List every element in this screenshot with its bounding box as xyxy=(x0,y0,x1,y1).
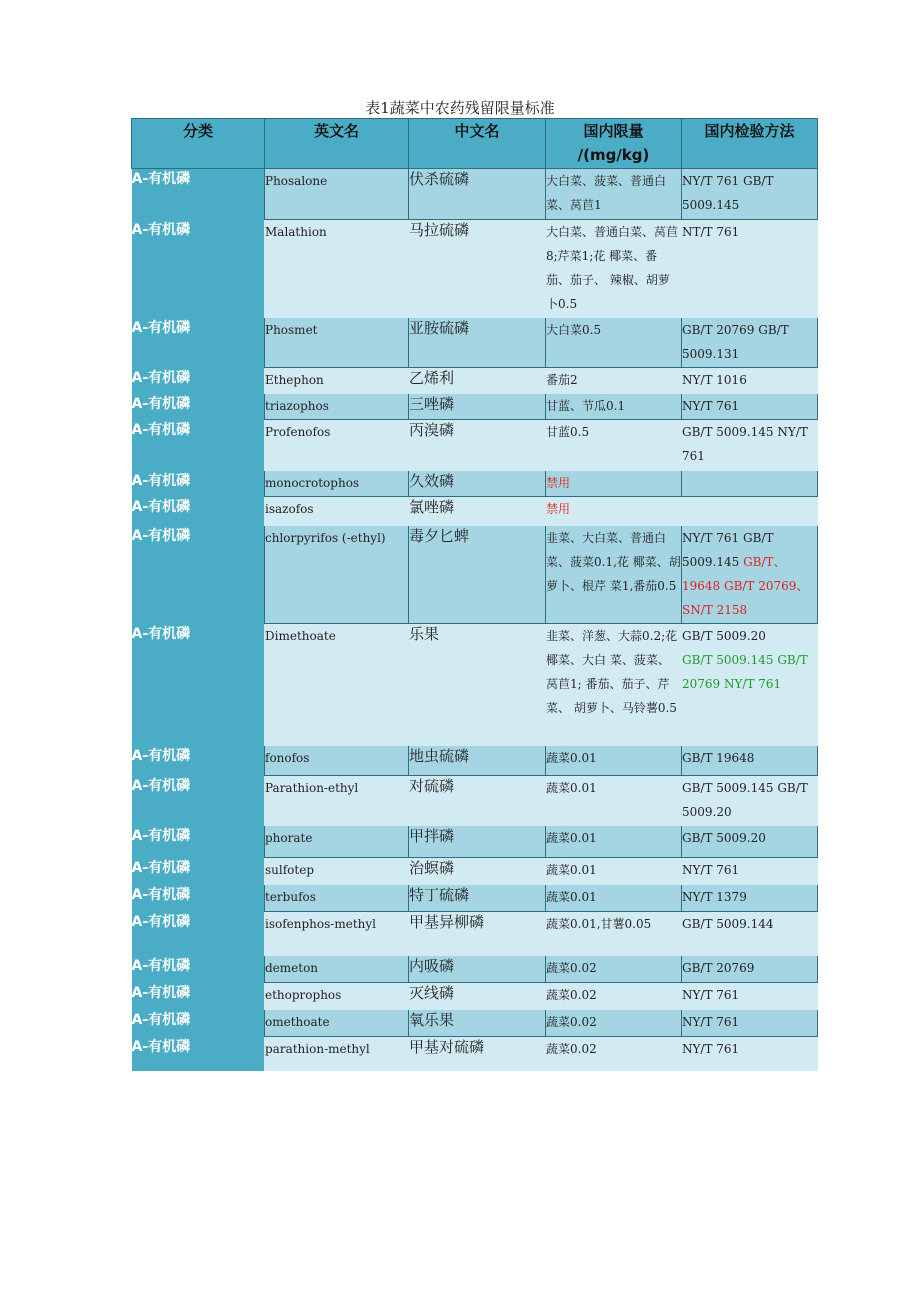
chinese-name-cell: 灭线磷 xyxy=(409,983,546,1010)
category-cell: A-有机磷 xyxy=(132,220,265,318)
chinese-name-cell: 久效磷 xyxy=(409,471,546,497)
table-row xyxy=(132,1037,818,1071)
method-cell xyxy=(682,220,818,318)
header-row xyxy=(132,119,818,169)
method-text: NY/T 761 GB/T 5009.145 xyxy=(682,174,774,212)
category-cell: A-有机磷 xyxy=(132,912,265,956)
method-text-red: GB/T、19648 GB/T 20769、SN/T 2158 xyxy=(682,555,809,617)
limit-cell: 番茄2 xyxy=(546,368,682,394)
chinese-name-cell: 亚胺硫磷 xyxy=(409,318,546,368)
limit-cell: 大白菜0.5 xyxy=(546,318,682,368)
category-cell: A-有机磷 xyxy=(132,1037,265,1071)
category-cell: A-有机磷 xyxy=(132,776,265,826)
table-row xyxy=(132,956,818,983)
limit-cell: 蔬菜0.01 xyxy=(546,885,682,912)
method-cell xyxy=(682,776,818,826)
method-text: NY/T 761 xyxy=(682,399,740,413)
limit-cell: 蔬菜0.01 xyxy=(546,746,682,776)
limit-cell: 甘蓝0.5 xyxy=(546,420,682,471)
method-cell xyxy=(682,826,818,858)
table-row xyxy=(132,858,818,885)
limit-cell: 蔬菜0.02 xyxy=(546,1037,682,1071)
category-cell: A-有机磷 xyxy=(132,1010,265,1037)
table-row xyxy=(132,497,818,526)
method-cell xyxy=(682,1010,818,1037)
english-name-cell: chlorpyrifos (-ethyl) xyxy=(265,526,409,624)
category-cell: A-有机磷 xyxy=(132,318,265,368)
limit-cell: 蔬菜0.01,甘薯0.05 xyxy=(546,912,682,956)
table-caption: 表1蔬菜中农药残留限量标准 xyxy=(365,99,555,117)
method-cell xyxy=(682,624,818,746)
method-text: GB/T 5009.145 NY/T 761 xyxy=(682,425,808,463)
category-cell: A-有机磷 xyxy=(132,858,265,885)
english-name-cell: triazophos xyxy=(265,394,409,420)
method-text: NT/T 761 xyxy=(682,225,740,239)
method-cell xyxy=(682,526,818,624)
method-cell xyxy=(682,394,818,420)
header-chinese-name: 中文名 xyxy=(409,119,546,169)
method-cell xyxy=(682,169,818,220)
category-cell: A-有机磷 xyxy=(132,826,265,858)
method-text: GB/T 5009.20 xyxy=(682,831,766,845)
table-row xyxy=(132,1010,818,1037)
english-name-cell: demeton xyxy=(265,956,409,983)
english-name-cell: Profenofos xyxy=(265,420,409,471)
method-text: NY/T 761 xyxy=(682,988,740,1002)
chinese-name-cell: 甲基对硫磷 xyxy=(409,1037,546,1071)
table-row xyxy=(132,394,818,420)
method-cell xyxy=(682,1037,818,1071)
method-text: GB/T 5009.144 xyxy=(682,917,774,931)
table-row xyxy=(132,776,818,826)
limit-cell: 蔬菜0.02 xyxy=(546,956,682,983)
method-cell xyxy=(682,471,818,497)
method-cell xyxy=(682,746,818,776)
chinese-name-cell: 毒夕匕蜱 xyxy=(409,526,546,624)
english-name-cell: phorate xyxy=(265,826,409,858)
limit-cell: 禁用 xyxy=(546,471,682,497)
english-name-cell: omethoate xyxy=(265,1010,409,1037)
english-name-cell: Ethephon xyxy=(265,368,409,394)
english-name-cell: sulfotep xyxy=(265,858,409,885)
table-row xyxy=(132,318,818,368)
english-name-cell: Parathion-ethyl xyxy=(265,776,409,826)
method-text: GB/T 20769 GB/T 5009.131 xyxy=(682,323,789,361)
limit-cell: 韭菜、大白菜、普通白菜、菠菜0.1,花 椰菜、胡萝卜、根芹 菜1,番茄0.5 xyxy=(546,526,682,624)
chinese-name-cell: 马拉硫磷 xyxy=(409,220,546,318)
category-cell: A-有机磷 xyxy=(132,624,265,746)
english-name-cell: ethoprophos xyxy=(265,983,409,1010)
header-test-method: 国内检验方法 xyxy=(682,119,818,169)
category-cell: A-有机磷 xyxy=(132,471,265,497)
category-cell: A-有机磷 xyxy=(132,420,265,471)
limit-cell: 甘蓝、节瓜0.1 xyxy=(546,394,682,420)
chinese-name-cell: 丙溴磷 xyxy=(409,420,546,471)
chinese-name-cell: 特丁硫磷 xyxy=(409,885,546,912)
method-cell xyxy=(682,858,818,885)
category-cell: A-有机磷 xyxy=(132,169,265,220)
chinese-name-cell: 氧乐果 xyxy=(409,1010,546,1037)
english-name-cell: Phosalone xyxy=(265,169,409,220)
english-name-cell: fonofos xyxy=(265,746,409,776)
table-row xyxy=(132,746,818,776)
header-limit-line1: 国内限量 xyxy=(583,122,644,140)
table-row xyxy=(132,420,818,471)
chinese-name-cell: 乙烯利 xyxy=(409,368,546,394)
chinese-name-cell: 甲拌磷 xyxy=(409,826,546,858)
header-limit-line2: /(mg/kg) xyxy=(577,146,650,164)
method-cell xyxy=(682,318,818,368)
limit-cell: 韭菜、洋葱、大蒜0.2;花椰菜、大白 菜、菠菜、莴苣1; 番茄、茄子、芹菜、 胡萝卜、马铃薯0.5 xyxy=(546,624,682,746)
method-cell xyxy=(682,912,818,956)
category-cell: A-有机磷 xyxy=(132,526,265,624)
limit-cell: 蔬菜0.02 xyxy=(546,983,682,1010)
method-text: GB/T 20769 xyxy=(682,961,755,975)
english-name-cell: Malathion xyxy=(265,220,409,318)
table-row xyxy=(132,912,818,956)
chinese-name-cell: 甲基异柳磷 xyxy=(409,912,546,956)
category-cell: A-有机磷 xyxy=(132,983,265,1010)
category-cell: A-有机磷 xyxy=(132,497,265,526)
english-name-cell: terbufos xyxy=(265,885,409,912)
table-row xyxy=(132,983,818,1010)
limit-cell: 蔬菜0.01 xyxy=(546,858,682,885)
category-cell: A-有机磷 xyxy=(132,368,265,394)
limit-cell: 大白菜、普通白菜、莴苣8;芹菜1;花 椰菜、番茄、茄子、 辣椒、胡萝卜0.5 xyxy=(546,220,682,318)
method-text: GB/T 5009.20 xyxy=(682,629,766,643)
table-row xyxy=(132,368,818,394)
chinese-name-cell: 地虫硫磷 xyxy=(409,746,546,776)
limit-cell: 禁用 xyxy=(546,497,682,526)
method-cell xyxy=(682,885,818,912)
chinese-name-cell: 治螟磷 xyxy=(409,858,546,885)
chinese-name-cell: 伏杀硫磷 xyxy=(409,169,546,220)
method-cell xyxy=(682,420,818,471)
method-text: NY/T 761 xyxy=(682,1042,740,1056)
table-row xyxy=(132,471,818,497)
method-cell xyxy=(682,368,818,394)
method-text: NY/T 761 xyxy=(682,863,740,877)
method-text: GB/T 19648 xyxy=(682,751,755,765)
table-row xyxy=(132,169,818,220)
category-cell: A-有机磷 xyxy=(132,746,265,776)
english-name-cell: monocrotophos xyxy=(265,471,409,497)
pesticide-residue-table xyxy=(131,118,818,1071)
chinese-name-cell: 三唑磷 xyxy=(409,394,546,420)
method-cell xyxy=(682,983,818,1010)
limit-cell: 蔬菜0.01 xyxy=(546,826,682,858)
method-text-green: GB/T 5009.145 GB/T 20769 NY/T 761 xyxy=(682,653,808,691)
chinese-name-cell: 对硫磷 xyxy=(409,776,546,826)
limit-cell: 大白菜、菠菜、普通白菜、莴苣1 xyxy=(546,169,682,220)
header-domestic-limit xyxy=(546,119,682,169)
header-category: 分类 xyxy=(132,119,265,169)
english-name-cell: isazofos xyxy=(265,497,409,526)
method-cell xyxy=(682,956,818,983)
english-name-cell: Dimethoate xyxy=(265,624,409,746)
table-row xyxy=(132,526,818,624)
category-cell: A-有机磷 xyxy=(132,394,265,420)
limit-cell: 蔬菜0.02 xyxy=(546,1010,682,1037)
method-cell xyxy=(682,497,818,526)
english-name-cell: Phosmet xyxy=(265,318,409,368)
table-row xyxy=(132,826,818,858)
header-english-name: 英文名 xyxy=(265,119,409,169)
english-name-cell: isofenphos-methyl xyxy=(265,912,409,956)
chinese-name-cell: 氯唑磷 xyxy=(409,497,546,526)
method-text: NY/T 761 GB/T 5009.145 xyxy=(682,531,774,569)
category-cell: A-有机磷 xyxy=(132,885,265,912)
english-name-cell: parathion-methyl xyxy=(265,1037,409,1071)
chinese-name-cell: 乐果 xyxy=(409,624,546,746)
chinese-name-cell: 内吸磷 xyxy=(409,956,546,983)
method-text: GB/T 5009.145 GB/T 5009.20 xyxy=(682,781,808,819)
category-cell: A-有机磷 xyxy=(132,956,265,983)
method-text: NY/T 1379 xyxy=(682,890,747,904)
limit-cell: 蔬菜0.01 xyxy=(546,776,682,826)
table-row xyxy=(132,220,818,318)
table-row xyxy=(132,885,818,912)
method-text: NY/T 1016 xyxy=(682,373,747,387)
method-text: NY/T 761 xyxy=(682,1015,740,1029)
table-row xyxy=(132,624,818,746)
